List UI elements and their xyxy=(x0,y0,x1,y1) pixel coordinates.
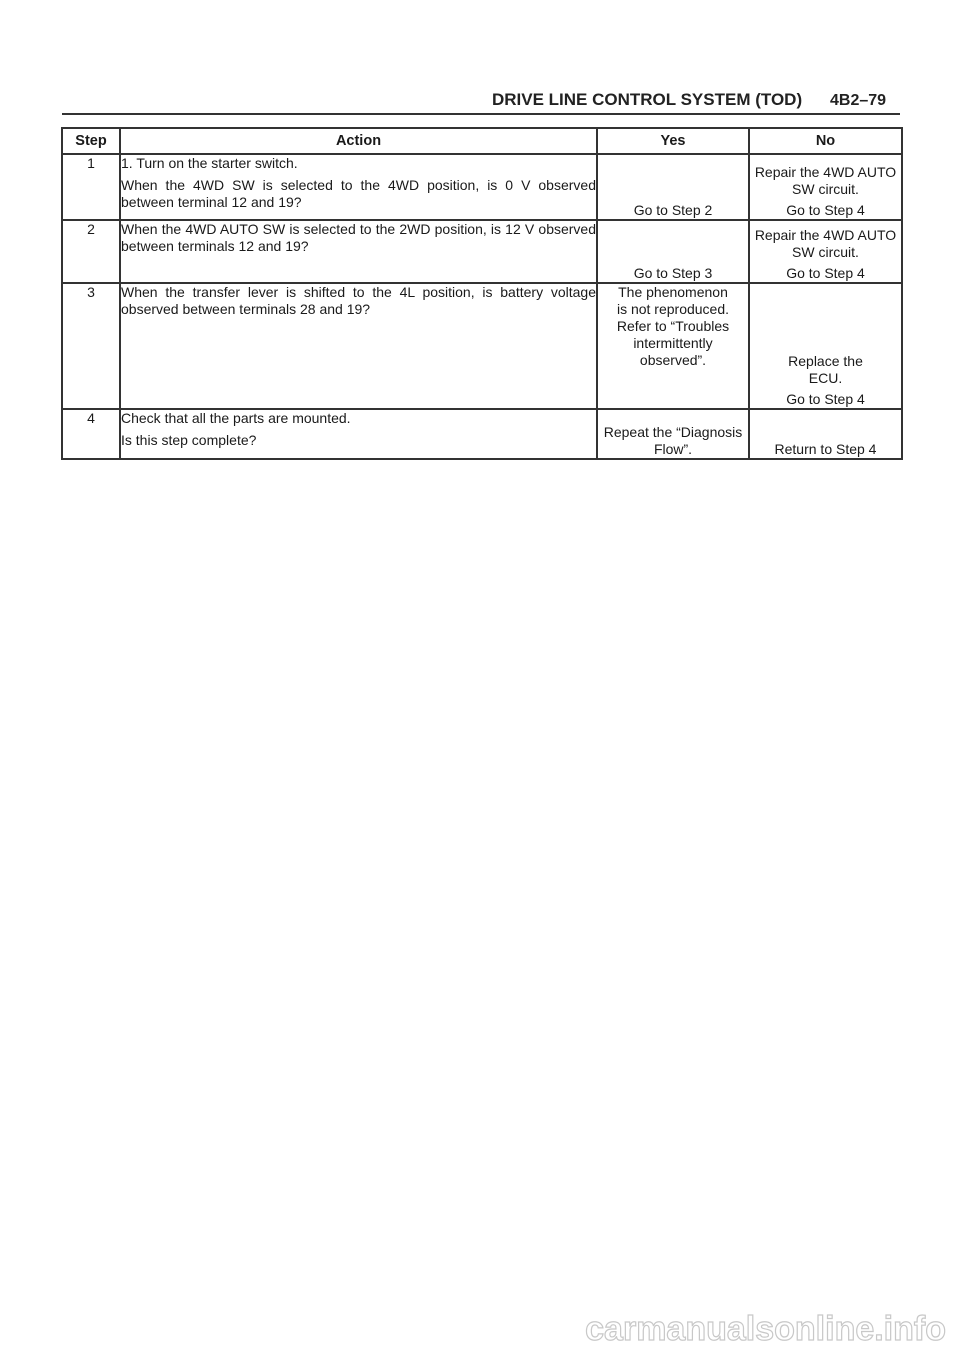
step-number: 2 xyxy=(62,220,120,283)
yes-text: Repeat the “Diagnosis Flow”. xyxy=(603,424,743,457)
no-text: Repair the 4WD AUTO SW circuit. xyxy=(754,164,897,197)
section-title: DRIVE LINE CONTROL SYSTEM (TOD) xyxy=(492,90,803,109)
yes-text: Go to Step 3 xyxy=(633,265,713,281)
action-text: Is this step complete? xyxy=(121,432,257,448)
action-text: When the 4WD SW is selected to the 4WD position, is 0 V observed between terminal 12 and 19? xyxy=(121,177,596,210)
no-text: Go to Step 4 xyxy=(786,391,865,407)
col-header-no: No xyxy=(749,128,902,154)
watermark-text: carmanualsonline.info xyxy=(585,1310,946,1348)
step-number: 4 xyxy=(62,409,120,459)
step-number: 3 xyxy=(62,283,120,409)
step-number: 1 xyxy=(62,154,120,220)
action-text: When the 4WD AUTO SW is selected to the 2WD position, is 12 V observed between terminals 12 and 19? xyxy=(121,221,596,254)
no-text: Go to Step 4 xyxy=(786,202,865,218)
action-text: When the transfer lever is shifted to the 4L position, is battery voltage observed between terminals 28 and 19? xyxy=(121,284,596,317)
action-text: 1. Turn on the starter switch. xyxy=(121,155,298,171)
yes-text: Go to Step 2 xyxy=(633,202,713,218)
no-text: Replace the ECU. xyxy=(788,353,863,386)
yes-text: The phenomenon is not reproduced. Refer to “Troubles intermittently observed”. xyxy=(616,284,730,368)
no-text: Repair the 4WD AUTO SW circuit. xyxy=(754,227,897,260)
col-header-action: Action xyxy=(120,128,597,154)
action-text: Check that all the parts are mounted. xyxy=(121,410,351,426)
col-header-yes: Yes xyxy=(597,128,749,154)
no-text: Go to Step 4 xyxy=(786,265,865,281)
col-header-step: Step xyxy=(62,128,120,154)
no-text: Return to Step 4 xyxy=(774,441,877,457)
page-number: 4B2–79 xyxy=(830,92,887,109)
